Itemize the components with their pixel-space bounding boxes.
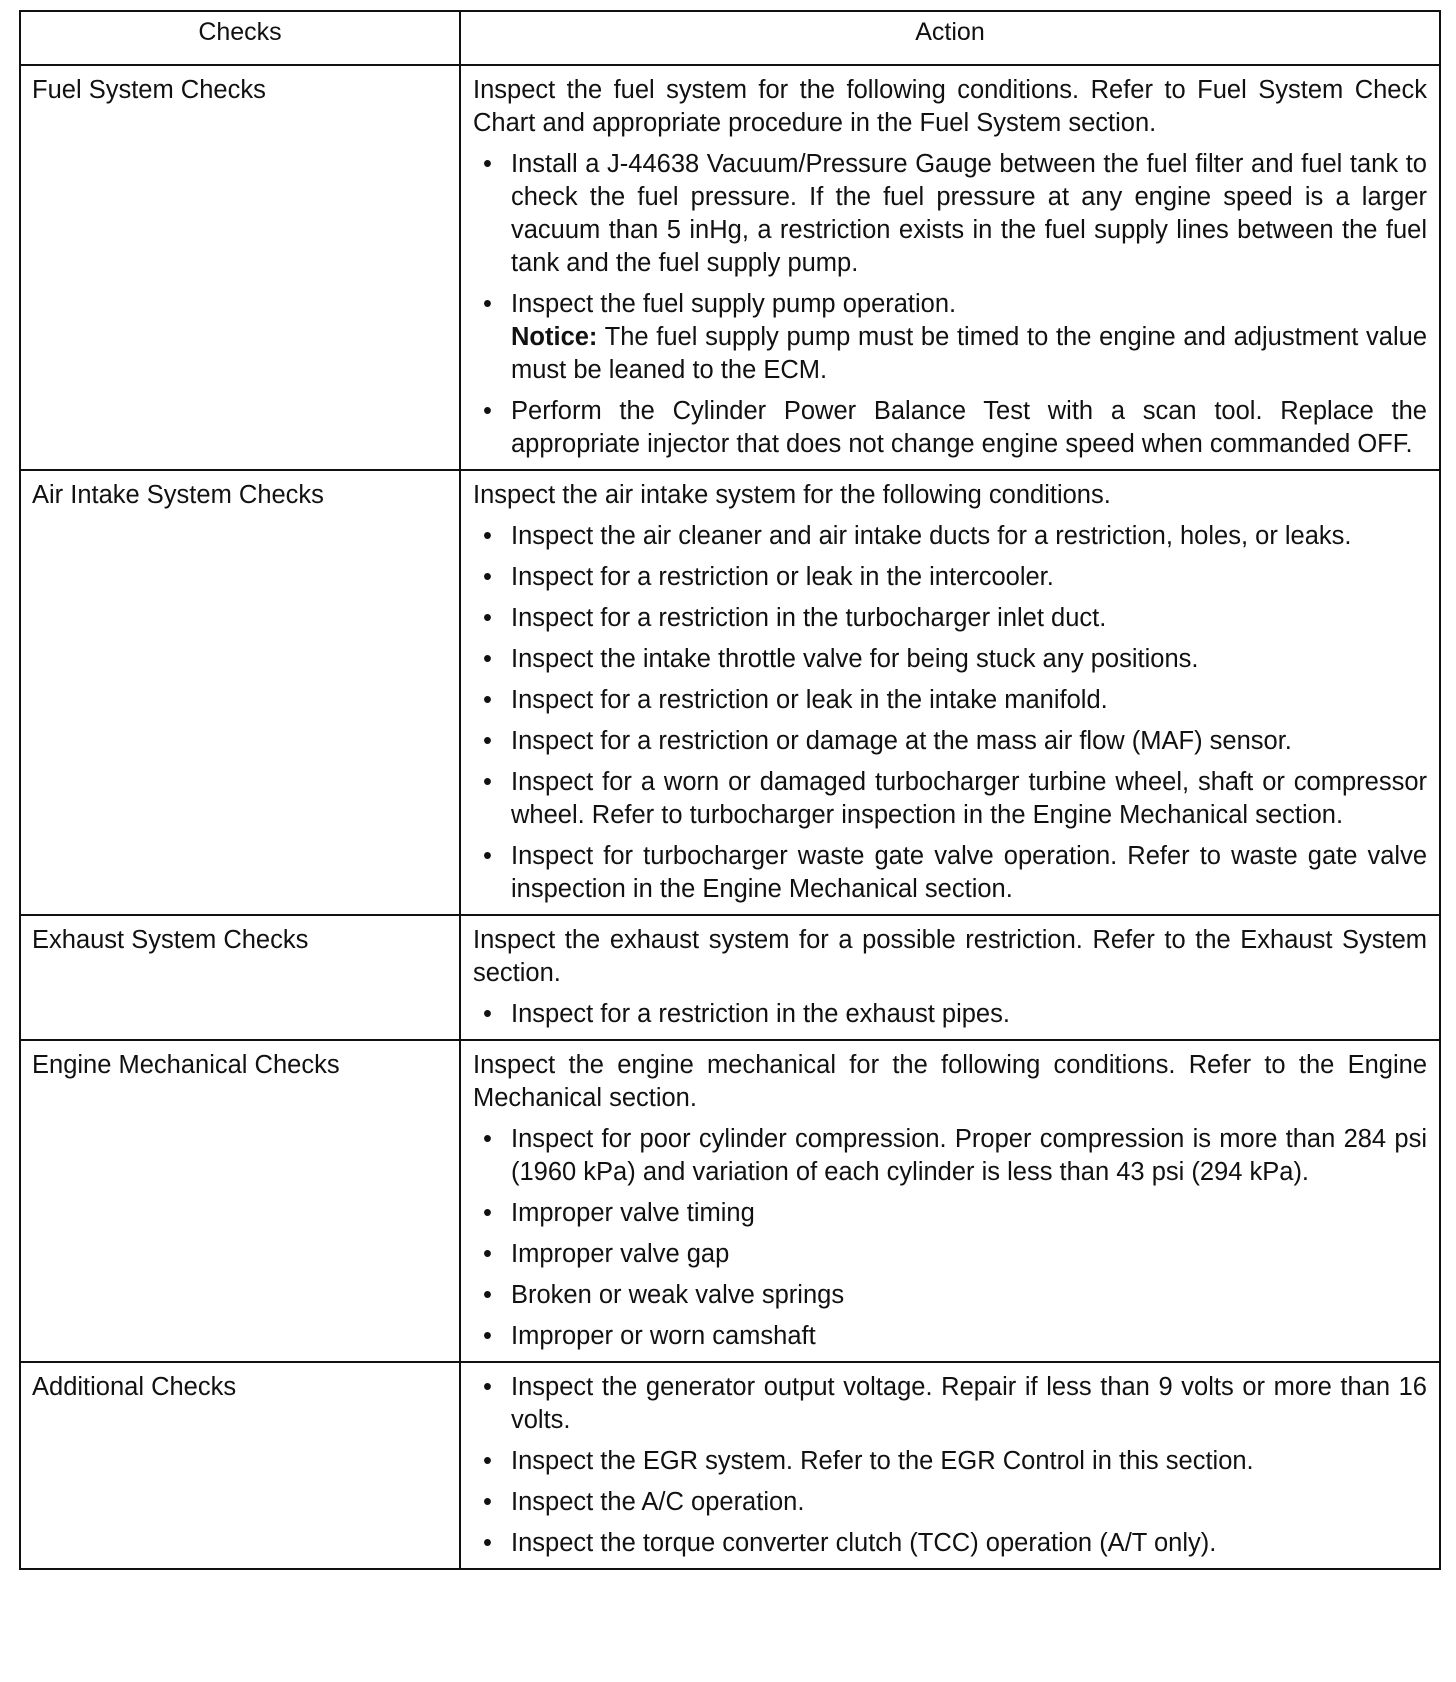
action-cell [460,1040,1440,1362]
action-item-text: Inspect for a restriction or leak in the intake manifold. [511,686,1108,714]
table-row [20,1362,1440,1569]
check-cell: Additional Checks [20,1362,460,1569]
bullet-icon: • [483,1322,492,1350]
action-intro: Inspect the engine mechanical for the following conditions. Refer to the Engine Mechanical section. [473,1051,1427,1112]
action-list-item [473,1279,1427,1312]
action-list-item [473,148,1427,280]
action-list-item [473,1445,1427,1478]
action-item-text: Inspect for turbocharger waste gate valve operation. Refer to waste gate valve inspection in the Engine Mechanical section. [511,842,1427,903]
action-item-text: Inspect the EGR system. Refer to the EGR Control in this section. [511,1447,1254,1475]
bullet-icon: • [483,397,492,425]
header-row [20,11,1440,65]
action-list-item [473,1320,1427,1353]
check-cell: Engine Mechanical Checks [20,1040,460,1362]
action-list-item [473,1371,1427,1437]
table-body [20,65,1440,1569]
action-item-text: Inspect the fuel supply pump operation. [511,290,957,318]
bullet-icon: • [483,290,492,318]
checks-table [19,10,1441,1570]
action-list-item [473,1486,1427,1519]
notice-text: The fuel supply pump must be timed to the engine and adjustment value must be leaned to the ECM. [511,323,1427,384]
bullet-icon: • [483,1281,492,1309]
action-list-item [473,602,1427,635]
action-item-text: Broken or weak valve springs [511,1281,845,1309]
action-item-text: Inspect for poor cylinder compression. Proper compression is more than 284 psi (1960 kPa) and variation of each cylinder is less than 43 psi (294 kPa). [511,1125,1427,1186]
bullet-icon: • [483,1240,492,1268]
action-list [473,1123,1427,1353]
action-item-text: Improper valve timing [511,1199,755,1227]
action-list [473,148,1427,461]
table-row [20,915,1440,1040]
action-list-item [473,725,1427,758]
action-cell [460,915,1440,1040]
action-intro: Inspect the fuel system for the following conditions. Refer to Fuel System Check Chart and appropriate procedure in the Fuel System section. [473,76,1427,137]
action-list-item [473,288,1427,387]
action-intro: Inspect the exhaust system for a possible restriction. Refer to the Exhaust System section. [473,926,1427,987]
header-checks: Checks [20,11,460,65]
bullet-icon: • [483,1488,492,1516]
action-list-item [473,840,1427,906]
action-item-text: Inspect the generator output voltage. Repair if less than 9 volts or more than 16 volts. [511,1373,1427,1434]
check-cell: Air Intake System Checks [20,470,460,915]
action-item-text: Perform the Cylinder Power Balance Test with a scan tool. Replace the appropriate injector that does not change engine speed when commanded OFF. [511,397,1427,458]
table-row [20,65,1440,470]
action-item-text: Inspect for a restriction or leak in the intercooler. [511,563,1054,591]
check-cell: Fuel System Checks [20,65,460,470]
action-list-item [473,561,1427,594]
action-item-text: Inspect the air cleaner and air intake ducts for a restriction, holes, or leaks. [511,522,1352,550]
action-cell [460,470,1440,915]
action-list [473,998,1427,1031]
header-action: Action [460,11,1440,65]
action-item-text: Improper valve gap [511,1240,730,1268]
bullet-icon: • [483,150,492,178]
action-item-text: Inspect for a restriction or damage at the mass air flow (MAF) sensor. [511,727,1292,755]
action-cell [460,65,1440,470]
action-item-text: Inspect for a worn or damaged turbocharger turbine wheel, shaft or compressor wheel. Refer to turbocharger inspection in the Engine Mechanical section. [511,768,1427,829]
bullet-icon: • [483,1199,492,1227]
action-list [473,1371,1427,1560]
bullet-icon: • [483,522,492,550]
bullet-icon: • [483,563,492,591]
notice-label: Notice: [511,323,598,351]
check-cell: Exhaust System Checks [20,915,460,1040]
action-list-item [473,1238,1427,1271]
bullet-icon: • [483,727,492,755]
action-item-text: Inspect the A/C operation. [511,1488,805,1516]
bullet-icon: • [483,768,492,796]
action-list-item [473,520,1427,553]
table-row [20,470,1440,915]
action-list-item [473,1123,1427,1189]
bullet-icon: • [483,1000,492,1028]
action-list-item [473,1527,1427,1560]
table-row [20,1040,1440,1362]
bullet-icon: • [483,842,492,870]
action-list [473,520,1427,906]
bullet-icon: • [483,1529,492,1557]
bullet-icon: • [483,645,492,673]
action-item-text: Improper or worn camshaft [511,1322,816,1350]
action-item-text: Install a J-44638 Vacuum/Pressure Gauge between the fuel filter and fuel tank to check the fuel pressure. If the fuel pressure at any engine speed is a larger vacuum than 5 inHg, a restriction exists in the fuel supply lines between the fuel tank and the fuel supply pump. [511,150,1427,277]
action-list-item [473,766,1427,832]
bullet-icon: • [483,1447,492,1475]
bullet-icon: • [483,604,492,632]
action-item-text: Inspect for a restriction in the turbocharger inlet duct. [511,604,1107,632]
notice-note [511,321,1427,387]
action-intro: Inspect the air intake system for the following conditions. [473,481,1111,509]
action-item-text: Inspect the torque converter clutch (TCC) operation (A/T only). [511,1529,1217,1557]
bullet-icon: • [483,1373,492,1401]
action-list-item [473,998,1427,1031]
action-list-item [473,643,1427,676]
action-list-item [473,1197,1427,1230]
action-cell [460,1362,1440,1569]
bullet-icon: • [483,1125,492,1153]
bullet-icon: • [483,686,492,714]
action-list-item [473,395,1427,461]
action-list-item [473,684,1427,717]
action-item-text: Inspect for a restriction in the exhaust pipes. [511,1000,1010,1028]
action-item-text: Inspect the intake throttle valve for being stuck any positions. [511,645,1199,673]
